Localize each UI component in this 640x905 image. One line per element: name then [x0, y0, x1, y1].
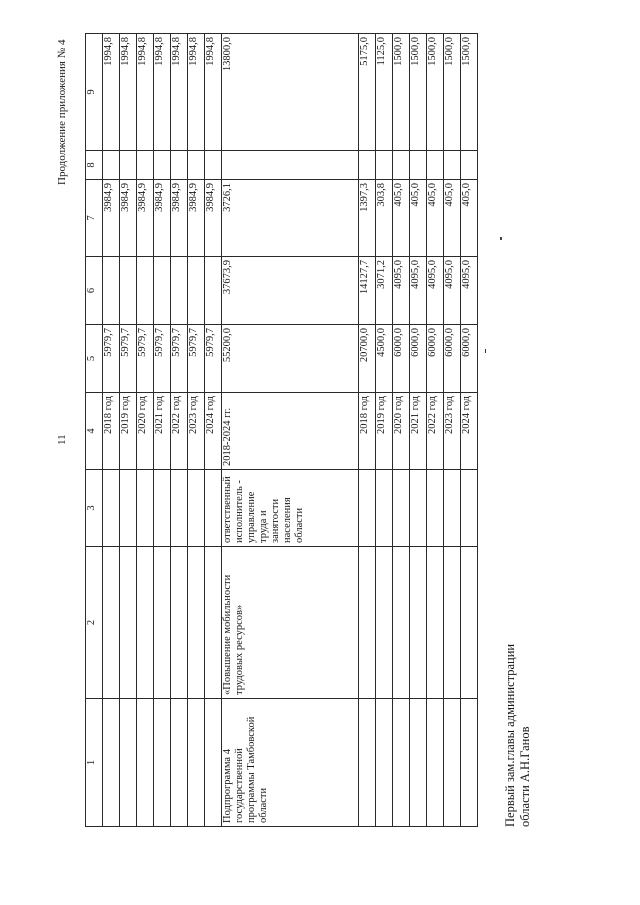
- year-cell: 2022 год: [427, 393, 444, 470]
- value-cell: 1994,8: [188, 34, 205, 151]
- value-cell: [444, 151, 461, 180]
- continuation-heading: Продолжение приложения № 4: [56, 39, 68, 185]
- year-cell: 2018 год: [103, 393, 120, 470]
- table-row: [461, 34, 478, 827]
- value-cell: 1500,0: [410, 34, 427, 151]
- value-cell: [188, 257, 205, 325]
- value-cell: [154, 151, 171, 180]
- value-cell: [103, 257, 120, 325]
- total-cell: 37673,9: [222, 257, 359, 325]
- header-col-5: 5: [86, 325, 103, 393]
- table-row: [188, 34, 205, 827]
- table-row: [154, 34, 171, 827]
- year-cell: 2023 год: [188, 393, 205, 470]
- total-cell: 13800,0: [222, 34, 359, 151]
- header-col-2: 2: [86, 547, 103, 699]
- value-cell: 20700,0: [359, 325, 376, 393]
- value-cell: 1500,0: [393, 34, 410, 151]
- value-cell: [359, 151, 376, 180]
- year-cell: 2019 год: [120, 393, 137, 470]
- value-cell: 1994,8: [137, 34, 154, 151]
- year-cell: 2024 год: [205, 393, 222, 470]
- value-cell: [137, 257, 154, 325]
- subprogram-title: «Повышение мобильности трудовых ресурсов»: [222, 547, 359, 699]
- value-cell: 4095,0: [427, 257, 444, 325]
- page-number: 11: [56, 434, 68, 445]
- value-cell: 1500,0: [461, 34, 478, 151]
- value-cell: 1994,8: [120, 34, 137, 151]
- year-cell: 2021 год: [154, 393, 171, 470]
- value-cell: 1994,8: [171, 34, 188, 151]
- total-cell: 55200,0: [222, 325, 359, 393]
- header-col-4: 4: [86, 393, 103, 470]
- year-cell: 2024 год: [461, 393, 478, 470]
- value-cell: 6000,0: [427, 325, 444, 393]
- value-cell: 4095,0: [444, 257, 461, 325]
- value-cell: [171, 151, 188, 180]
- value-cell: 3984,9: [137, 180, 154, 257]
- table-row: [205, 34, 222, 827]
- value-cell: 1125,0: [376, 34, 393, 151]
- table-row: [120, 34, 137, 827]
- value-cell: [137, 151, 154, 180]
- value-cell: 405,0: [410, 180, 427, 257]
- value-cell: 6000,0: [461, 325, 478, 393]
- table-row: [393, 34, 410, 827]
- value-cell: 5979,7: [120, 325, 137, 393]
- value-cell: 4095,0: [461, 257, 478, 325]
- table-row: [103, 34, 120, 827]
- value-cell: 1994,8: [103, 34, 120, 151]
- value-cell: [171, 257, 188, 325]
- value-cell: [120, 151, 137, 180]
- header-col-1: 1: [86, 699, 103, 827]
- value-cell: 6000,0: [410, 325, 427, 393]
- value-cell: 6000,0: [393, 325, 410, 393]
- value-cell: 3984,9: [154, 180, 171, 257]
- value-cell: 3984,9: [205, 180, 222, 257]
- table-row: [444, 34, 461, 827]
- value-cell: [154, 257, 171, 325]
- year-cell: 2019 год: [376, 393, 393, 470]
- value-cell: 3071,2: [376, 257, 393, 325]
- value-cell: 405,0: [444, 180, 461, 257]
- value-cell: 3984,9: [103, 180, 120, 257]
- scan-mark: [485, 349, 486, 353]
- value-cell: [427, 151, 444, 180]
- signature-line-2: области А.Н.Ганов: [518, 726, 532, 827]
- header-col-8: 8: [86, 151, 103, 180]
- header-col-3: 3: [86, 470, 103, 547]
- year-cell: 2022 год: [171, 393, 188, 470]
- value-cell: [376, 151, 393, 180]
- table-row: [410, 34, 427, 827]
- year-cell: 2021 год: [410, 393, 427, 470]
- value-cell: 1500,0: [444, 34, 461, 151]
- header-col-7: 7: [86, 180, 103, 257]
- table-row: [359, 34, 376, 827]
- value-cell: 303,8: [376, 180, 393, 257]
- header-row: [86, 34, 103, 827]
- table-row: [376, 34, 393, 827]
- value-cell: 3984,9: [120, 180, 137, 257]
- value-cell: 5979,7: [137, 325, 154, 393]
- value-cell: 405,0: [427, 180, 444, 257]
- value-cell: 3984,9: [171, 180, 188, 257]
- value-cell: 5175,0: [359, 34, 376, 151]
- value-cell: 5979,7: [171, 325, 188, 393]
- value-cell: [205, 151, 222, 180]
- value-cell: [120, 257, 137, 325]
- value-cell: 5979,7: [205, 325, 222, 393]
- value-cell: 405,0: [393, 180, 410, 257]
- value-cell: 5979,7: [103, 325, 120, 393]
- value-cell: 14127,7: [359, 257, 376, 325]
- value-cell: 5979,7: [154, 325, 171, 393]
- value-cell: 5979,7: [188, 325, 205, 393]
- header-col-9: 9: [86, 34, 103, 151]
- value-cell: 1994,8: [205, 34, 222, 151]
- value-cell: 4095,0: [393, 257, 410, 325]
- value-cell: 1397,3: [359, 180, 376, 257]
- value-cell: [205, 257, 222, 325]
- value-cell: 3984,9: [188, 180, 205, 257]
- header-col-6: 6: [86, 257, 103, 325]
- signature-block: [503, 644, 533, 827]
- table-row: [427, 34, 444, 827]
- subprogram-name: Подпрограмма 4 государственной программы Тамбовской области: [222, 699, 359, 827]
- subprogram-row: [222, 34, 359, 827]
- budget-table: [85, 33, 478, 827]
- value-cell: 1500,0: [427, 34, 444, 151]
- value-cell: [188, 151, 205, 180]
- year-cell: 2023 год: [444, 393, 461, 470]
- period-cell: 2018-2024 гг.: [222, 393, 359, 470]
- total-cell: [222, 151, 359, 180]
- value-cell: 4500,0: [376, 325, 393, 393]
- year-cell: 2020 год: [393, 393, 410, 470]
- value-cell: [103, 151, 120, 180]
- total-cell: 3726,1: [222, 180, 359, 257]
- table-row: [171, 34, 188, 827]
- value-cell: [410, 151, 427, 180]
- year-cell: 2020 год: [137, 393, 154, 470]
- value-cell: 6000,0: [444, 325, 461, 393]
- year-cell: 2018 год: [359, 393, 376, 470]
- table-row: [137, 34, 154, 827]
- value-cell: 405,0: [461, 180, 478, 257]
- value-cell: 1994,8: [154, 34, 171, 151]
- responsible-executor: ответственный исполнитель - управление труда и занятости населения области: [222, 470, 359, 547]
- value-cell: [461, 151, 478, 180]
- value-cell: [393, 151, 410, 180]
- scan-mark: [500, 237, 502, 240]
- value-cell: 4095,0: [410, 257, 427, 325]
- signature-line-1: Первый зам.главы администрации: [503, 643, 517, 827]
